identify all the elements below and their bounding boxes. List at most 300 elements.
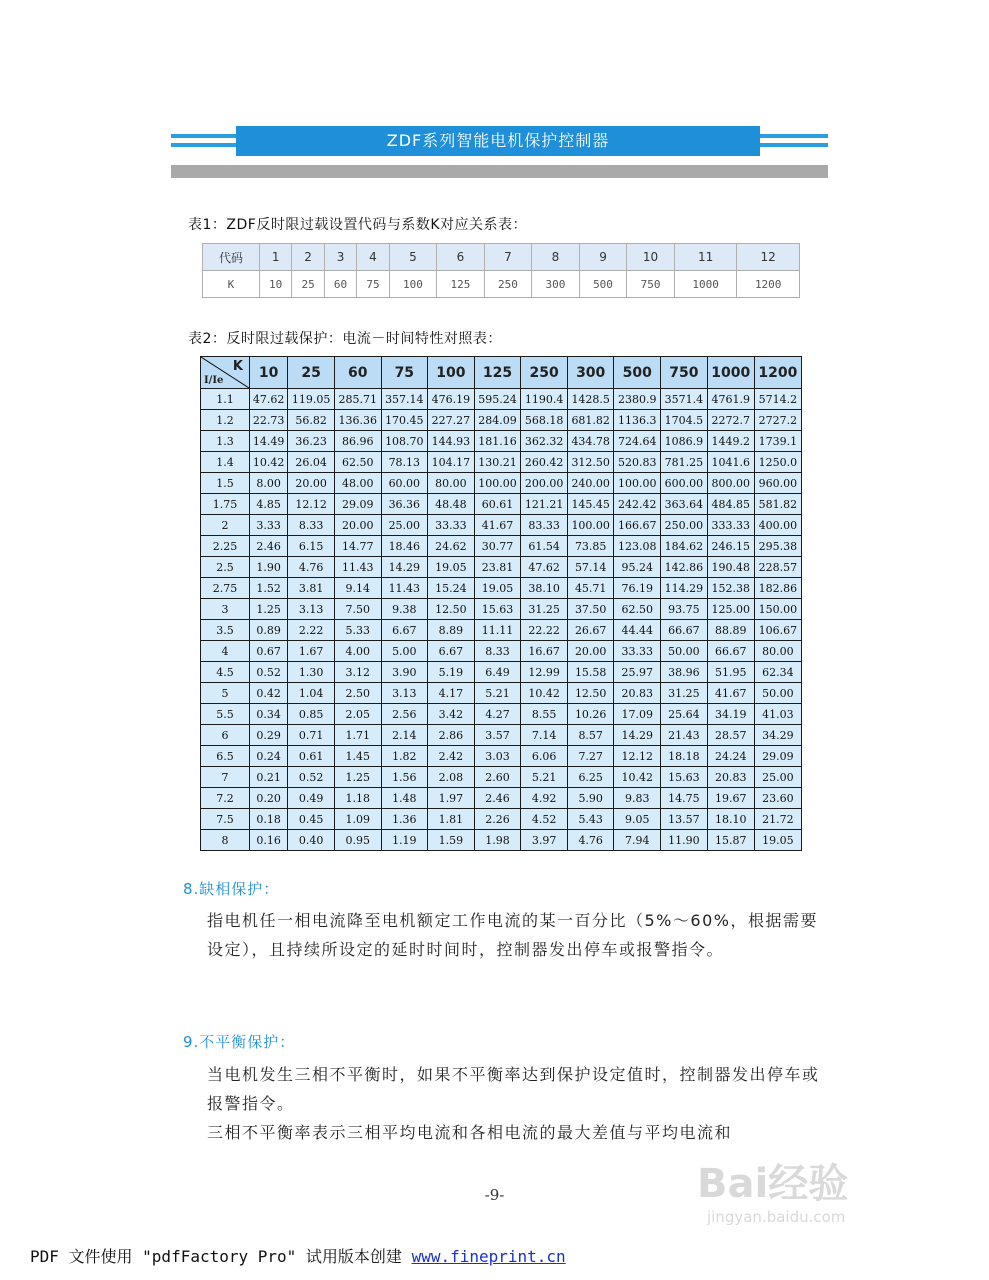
table2-cell: 1.36 (381, 809, 428, 830)
table2-cell: 5714.2 (754, 389, 801, 410)
table2-cell: 36.23 (288, 431, 335, 452)
table2-cell: 25.64 (661, 704, 708, 725)
table2-cell: 2.46 (250, 536, 288, 557)
table2-cell: 5.43 (567, 809, 614, 830)
table2-cell: 37.50 (567, 599, 614, 620)
table2-cell: 8.57 (567, 725, 614, 746)
table2-caption: 表2：反时限过载保护：电流－时间特性对照表： (188, 331, 502, 347)
table2-column-header: 1200 (754, 357, 801, 389)
table2-cell: 800.00 (707, 473, 754, 494)
table2-cell: 4.76 (567, 830, 614, 851)
table2-cell: 121.21 (521, 494, 568, 515)
table2-cell: 25.00 (381, 515, 428, 536)
corner-ratio-label: I/Ie (204, 375, 224, 386)
table2-cell: 7.50 (334, 599, 381, 620)
table-row (201, 683, 802, 704)
table2-cell: 119.05 (288, 389, 335, 410)
table2-cell: 130.21 (474, 452, 521, 473)
table2-row-header: 2.5 (201, 557, 250, 578)
table2-cell: 724.64 (614, 431, 661, 452)
watermark-brand: Bai经验 (697, 1161, 849, 1207)
table2-cell: 152.38 (707, 578, 754, 599)
table2-cell: 400.00 (754, 515, 801, 536)
footer-link[interactable]: www.fineprint.cn (411, 1247, 566, 1266)
table2-cell: 3.13 (381, 683, 428, 704)
table2-cell: 434.78 (567, 431, 614, 452)
table2-cell: 50.00 (754, 683, 801, 704)
table-row (201, 389, 802, 410)
corner-k-label: K (232, 359, 243, 374)
table2-cell: 520.83 (614, 452, 661, 473)
table1-caption: 表1：ZDF反时限过载设置代码与系数K对应关系表： (188, 217, 528, 233)
table2-cell: 0.29 (250, 725, 288, 746)
table2-cell: 14.75 (661, 788, 708, 809)
section9-body: 当电机发生三相不平衡时，如果不平衡率达到保护设定值时，控制器发出停车或报警指令。 (207, 1065, 820, 1113)
table2-cell: 1.19 (381, 830, 428, 851)
table2-cell: 60.00 (381, 473, 428, 494)
table-row (201, 431, 802, 452)
table2-cell: 33.33 (428, 515, 475, 536)
table2-cell: 6.15 (288, 536, 335, 557)
table2-cell: 14.29 (614, 725, 661, 746)
table2-cell: 108.70 (381, 431, 428, 452)
table2-cell: 38.10 (521, 578, 568, 599)
table2-cell: 20.83 (614, 683, 661, 704)
table1-code-cell: 11 (674, 244, 737, 271)
table2-cell: 4.17 (428, 683, 475, 704)
table2-cell: 2.46 (474, 788, 521, 809)
table2-cell: 20.00 (288, 473, 335, 494)
table2-cell: 1.81 (428, 809, 475, 830)
table2-cell: 2272.7 (707, 410, 754, 431)
table2-cell: 14.49 (250, 431, 288, 452)
table2-corner-cell (201, 357, 250, 389)
table2-cell: 9.14 (334, 578, 381, 599)
table2-cell: 7.14 (521, 725, 568, 746)
table2-cell: 11.11 (474, 620, 521, 641)
table2-row-header: 4 (201, 641, 250, 662)
table2-cell: 3.57 (474, 725, 521, 746)
table2-cell: 26.04 (288, 452, 335, 473)
table2-column-header: 10 (250, 357, 288, 389)
table1-code-cell: 12 (737, 244, 800, 271)
table1-k-cell: 75 (357, 271, 389, 298)
table2-cell: 41.67 (707, 683, 754, 704)
table1-code-cell: 7 (484, 244, 532, 271)
table1-k-cell: 25 (292, 271, 324, 298)
table1-k-cell: 1000 (674, 271, 737, 298)
table2-cell: 125.00 (707, 599, 754, 620)
table2-cell: 2380.9 (614, 389, 661, 410)
table2-cell: 4761.9 (707, 389, 754, 410)
table1-k-cell: 125 (437, 271, 485, 298)
table2-column-header: 100 (428, 357, 475, 389)
table2-cell: 24.62 (428, 536, 475, 557)
table-row (201, 725, 802, 746)
table2-cell: 484.85 (707, 494, 754, 515)
table2-cell: 3.03 (474, 746, 521, 767)
table2-cell: 182.86 (754, 578, 801, 599)
table-row (201, 494, 802, 515)
table2-row-header: 4.5 (201, 662, 250, 683)
table2-cell: 8.55 (521, 704, 568, 725)
table2-cell: 1041.6 (707, 452, 754, 473)
table2-cell: 0.95 (334, 830, 381, 851)
table2-cell: 12.50 (428, 599, 475, 620)
table2-cell: 476.19 (428, 389, 475, 410)
table2-cell: 0.52 (288, 767, 335, 788)
section9-title: 9.不平衡保护： (183, 1033, 296, 1051)
table2-row-header: 6 (201, 725, 250, 746)
table2-cell: 47.62 (250, 389, 288, 410)
table2-row-header: 1.3 (201, 431, 250, 452)
table2-cell: 1.97 (428, 788, 475, 809)
table2-column-header: 75 (381, 357, 428, 389)
table2-cell: 1704.5 (661, 410, 708, 431)
watermark-domain: jingyan.baidu.com (707, 1208, 846, 1226)
table2-cell: 781.25 (661, 452, 708, 473)
table2-cell: 1136.3 (614, 410, 661, 431)
table1 (202, 243, 800, 298)
table2-row-header: 1.75 (201, 494, 250, 515)
table2-cell: 45.71 (567, 578, 614, 599)
table2-cell: 29.09 (334, 494, 381, 515)
table2-cell: 34.19 (707, 704, 754, 725)
table-row (201, 452, 802, 473)
table1-k-row (203, 271, 800, 298)
table2-cell: 1.98 (474, 830, 521, 851)
table2-cell: 1.56 (381, 767, 428, 788)
table2-cell: 16.67 (521, 641, 568, 662)
table2-cell: 17.09 (614, 704, 661, 725)
table2-cell: 8.33 (288, 515, 335, 536)
table2-cell: 9.83 (614, 788, 661, 809)
table1-k-cell: 250 (484, 271, 532, 298)
table-row (201, 578, 802, 599)
table2-cell: 181.16 (474, 431, 521, 452)
table2-cell: 4.85 (250, 494, 288, 515)
table2-cell: 5.90 (567, 788, 614, 809)
table2-cell: 3.81 (288, 578, 335, 599)
table2-cell: 19.05 (428, 557, 475, 578)
table2-cell: 1428.5 (567, 389, 614, 410)
table-row (201, 410, 802, 431)
table2-cell: 1086.9 (661, 431, 708, 452)
table2-cell: 1.52 (250, 578, 288, 599)
table2-column-header: 125 (474, 357, 521, 389)
table2-row-header: 7.5 (201, 809, 250, 830)
table2-cell: 1.18 (334, 788, 381, 809)
table2-cell: 7.94 (614, 830, 661, 851)
table1-code-row (203, 244, 800, 271)
table-row (201, 788, 802, 809)
table2-cell: 5.19 (428, 662, 475, 683)
table2-cell: 2.26 (474, 809, 521, 830)
table2-cell: 246.15 (707, 536, 754, 557)
table2 (200, 356, 802, 851)
table2-cell: 41.67 (474, 515, 521, 536)
table-row (201, 557, 802, 578)
table2-cell: 12.12 (288, 494, 335, 515)
table1-k-cell: 300 (532, 271, 580, 298)
table2-cell: 260.42 (521, 452, 568, 473)
table2-cell: 22.22 (521, 620, 568, 641)
table2-cell: 295.38 (754, 536, 801, 557)
table2-cell: 20.00 (567, 641, 614, 662)
table2-cell: 23.81 (474, 557, 521, 578)
table2-cell: 2.60 (474, 767, 521, 788)
table-row (201, 746, 802, 767)
table2-cell: 11.90 (661, 830, 708, 851)
table2-cell: 3.12 (334, 662, 381, 683)
table2-cell: 33.33 (614, 641, 661, 662)
table2-cell: 0.18 (250, 809, 288, 830)
table2-cell: 57.14 (567, 557, 614, 578)
table2-cell: 25.97 (614, 662, 661, 683)
table2-column-header: 25 (288, 357, 335, 389)
table1-row-label: 代码 (203, 244, 260, 271)
table2-cell: 18.18 (661, 746, 708, 767)
table2-row-header: 1.2 (201, 410, 250, 431)
table2-row-header: 1.1 (201, 389, 250, 410)
table2-cell: 1.67 (288, 641, 335, 662)
table1-code-cell: 2 (292, 244, 324, 271)
table2-cell: 26.67 (567, 620, 614, 641)
table2-cell: 106.67 (754, 620, 801, 641)
table-row (201, 662, 802, 683)
table2-cell: 0.85 (288, 704, 335, 725)
table2-cell: 66.67 (707, 641, 754, 662)
table2-cell: 29.09 (754, 746, 801, 767)
table-row (201, 830, 802, 851)
table2-cell: 362.32 (521, 431, 568, 452)
table2-cell: 0.67 (250, 641, 288, 662)
table2-cell: 8.33 (474, 641, 521, 662)
table2-cell: 0.16 (250, 830, 288, 851)
table2-cell: 60.61 (474, 494, 521, 515)
table2-cell: 1.04 (288, 683, 335, 704)
table2-column-header: 60 (334, 357, 381, 389)
table2-cell: 166.67 (614, 515, 661, 536)
section8-title: 8.缺相保护： (183, 880, 280, 898)
table2-cell: 144.93 (428, 431, 475, 452)
table1-code-cell: 10 (627, 244, 675, 271)
table2-cell: 0.42 (250, 683, 288, 704)
table2-cell: 31.25 (521, 599, 568, 620)
table-row (201, 599, 802, 620)
table2-cell: 51.95 (707, 662, 754, 683)
table2-column-header: 300 (567, 357, 614, 389)
table1-k-cell: 750 (627, 271, 675, 298)
table2-cell: 0.21 (250, 767, 288, 788)
table2-cell: 1.25 (334, 767, 381, 788)
table2-cell: 184.62 (661, 536, 708, 557)
table2-cell: 363.64 (661, 494, 708, 515)
table2-cell: 56.82 (288, 410, 335, 431)
table2-cell: 2.08 (428, 767, 475, 788)
table2-row-header: 8 (201, 830, 250, 851)
table2-cell: 14.77 (334, 536, 381, 557)
table2-cell: 0.45 (288, 809, 335, 830)
table2-cell: 28.57 (707, 725, 754, 746)
table2-cell: 19.67 (707, 788, 754, 809)
table2-cell: 227.27 (428, 410, 475, 431)
table2-column-header: 1000 (707, 357, 754, 389)
table-row (201, 809, 802, 830)
table2-cell: 8.89 (428, 620, 475, 641)
table-row (201, 473, 802, 494)
table2-cell: 10.26 (567, 704, 614, 725)
table2-cell: 190.48 (707, 557, 754, 578)
table2-cell: 41.03 (754, 704, 801, 725)
table2-row-header: 5 (201, 683, 250, 704)
table2-cell: 18.10 (707, 809, 754, 830)
table2-cell: 4.92 (521, 788, 568, 809)
table2-cell: 3.13 (288, 599, 335, 620)
table2-row-header: 1.4 (201, 452, 250, 473)
table2-row-header: 7.2 (201, 788, 250, 809)
table1-code-cell: 6 (437, 244, 485, 271)
table2-cell: 6.06 (521, 746, 568, 767)
table2-cell: 61.54 (521, 536, 568, 557)
table2-cell: 18.46 (381, 536, 428, 557)
table2-cell: 0.49 (288, 788, 335, 809)
table2-cell: 19.05 (474, 578, 521, 599)
table2-cell: 62.50 (614, 599, 661, 620)
table2-row-header: 2.75 (201, 578, 250, 599)
table2-cell: 2.42 (428, 746, 475, 767)
table2-cell: 6.67 (381, 620, 428, 641)
table2-row-header: 2 (201, 515, 250, 536)
table2-cell: 62.34 (754, 662, 801, 683)
table2-cell: 100.00 (567, 515, 614, 536)
table2-cell: 150.00 (754, 599, 801, 620)
table2-cell: 38.96 (661, 662, 708, 683)
table2-cell: 62.50 (334, 452, 381, 473)
table2-cell: 0.71 (288, 725, 335, 746)
table2-cell: 15.63 (474, 599, 521, 620)
table1-code-cell: 4 (357, 244, 389, 271)
table-row (201, 536, 802, 557)
table2-cell: 145.45 (567, 494, 614, 515)
table2-cell: 1.82 (381, 746, 428, 767)
table2-cell: 7.27 (567, 746, 614, 767)
table1-code-cell: 1 (259, 244, 291, 271)
table1-k-cell: 60 (324, 271, 356, 298)
table2-cell: 76.19 (614, 578, 661, 599)
table2-cell: 3.42 (428, 704, 475, 725)
table2-cell: 2.86 (428, 725, 475, 746)
table2-cell: 15.58 (567, 662, 614, 683)
section9-body-continued: 三相不平衡率表示三相平均电流和各相电流的最大差值与平均电流和 (207, 1123, 733, 1142)
table2-cell: 1.90 (250, 557, 288, 578)
table2-cell: 0.34 (250, 704, 288, 725)
table2-cell: 104.17 (428, 452, 475, 473)
table2-cell: 4.00 (334, 641, 381, 662)
header-gray-bar (171, 165, 828, 178)
table2-cell: 95.24 (614, 557, 661, 578)
table2-column-header: 750 (661, 357, 708, 389)
table2-cell: 600.00 (661, 473, 708, 494)
table2-cell: 0.61 (288, 746, 335, 767)
table2-cell: 2.22 (288, 620, 335, 641)
table2-cell: 47.62 (521, 557, 568, 578)
table2-column-header: 500 (614, 357, 661, 389)
table-row (201, 767, 802, 788)
table2-cell: 80.00 (754, 641, 801, 662)
table1-k-cell: 10 (259, 271, 291, 298)
table2-cell: 1.45 (334, 746, 381, 767)
table2-cell: 2.05 (334, 704, 381, 725)
table2-cell: 284.09 (474, 410, 521, 431)
table2-cell: 285.71 (334, 389, 381, 410)
table2-cell: 78.13 (381, 452, 428, 473)
table2-cell: 24.24 (707, 746, 754, 767)
table2-cell: 8.00 (250, 473, 288, 494)
table2-header-row (201, 357, 802, 389)
table2-cell: 36.36 (381, 494, 428, 515)
table2-cell: 1739.1 (754, 431, 801, 452)
table-row (201, 620, 802, 641)
table2-cell: 1.30 (288, 662, 335, 683)
table2-cell: 93.75 (661, 599, 708, 620)
table1-row-label: K (203, 271, 260, 298)
table2-column-header: 250 (521, 357, 568, 389)
table2-cell: 83.33 (521, 515, 568, 536)
table2-cell: 1.25 (250, 599, 288, 620)
table2-cell: 3.90 (381, 662, 428, 683)
table2-cell: 123.08 (614, 536, 661, 557)
table2-cell: 44.44 (614, 620, 661, 641)
table2-cell: 5.33 (334, 620, 381, 641)
table2-cell: 10.42 (250, 452, 288, 473)
table2-cell: 14.29 (381, 557, 428, 578)
table2-cell: 73.85 (567, 536, 614, 557)
section8-body: 指电机任一相电流降至电机额定工作电流的某一百分比（5%～60%，根据需要设定），且持续所设定的延时时间时，控制器发出停车或报警指令。 (207, 911, 818, 959)
table2-cell: 34.29 (754, 725, 801, 746)
table2-cell: 960.00 (754, 473, 801, 494)
table2-cell: 12.99 (521, 662, 568, 683)
table2-cell: 100.00 (614, 473, 661, 494)
table-row (201, 515, 802, 536)
table2-cell: 10.42 (614, 767, 661, 788)
table2-cell: 681.82 (567, 410, 614, 431)
table2-cell: 1.59 (428, 830, 475, 851)
table2-cell: 136.36 (334, 410, 381, 431)
table2-cell: 30.77 (474, 536, 521, 557)
table2-cell: 170.45 (381, 410, 428, 431)
table2-cell: 15.63 (661, 767, 708, 788)
table2-cell: 114.29 (661, 578, 708, 599)
pdf-footer (30, 1244, 566, 1267)
table2-cell: 12.50 (567, 683, 614, 704)
table2-cell: 3.97 (521, 830, 568, 851)
table2-cell: 9.05 (614, 809, 661, 830)
table2-cell: 11.43 (334, 557, 381, 578)
table2-cell: 0.24 (250, 746, 288, 767)
table2-cell: 6.25 (567, 767, 614, 788)
table2-row-header: 7 (201, 767, 250, 788)
table-row (201, 704, 802, 725)
table2-cell: 20.83 (707, 767, 754, 788)
table1-code-cell: 8 (532, 244, 580, 271)
table2-cell: 1.09 (334, 809, 381, 830)
table2-cell: 21.43 (661, 725, 708, 746)
table2-cell: 12.12 (614, 746, 661, 767)
page-number: -9- (484, 1186, 505, 1204)
table2-cell: 595.24 (474, 389, 521, 410)
table2-cell: 0.40 (288, 830, 335, 851)
